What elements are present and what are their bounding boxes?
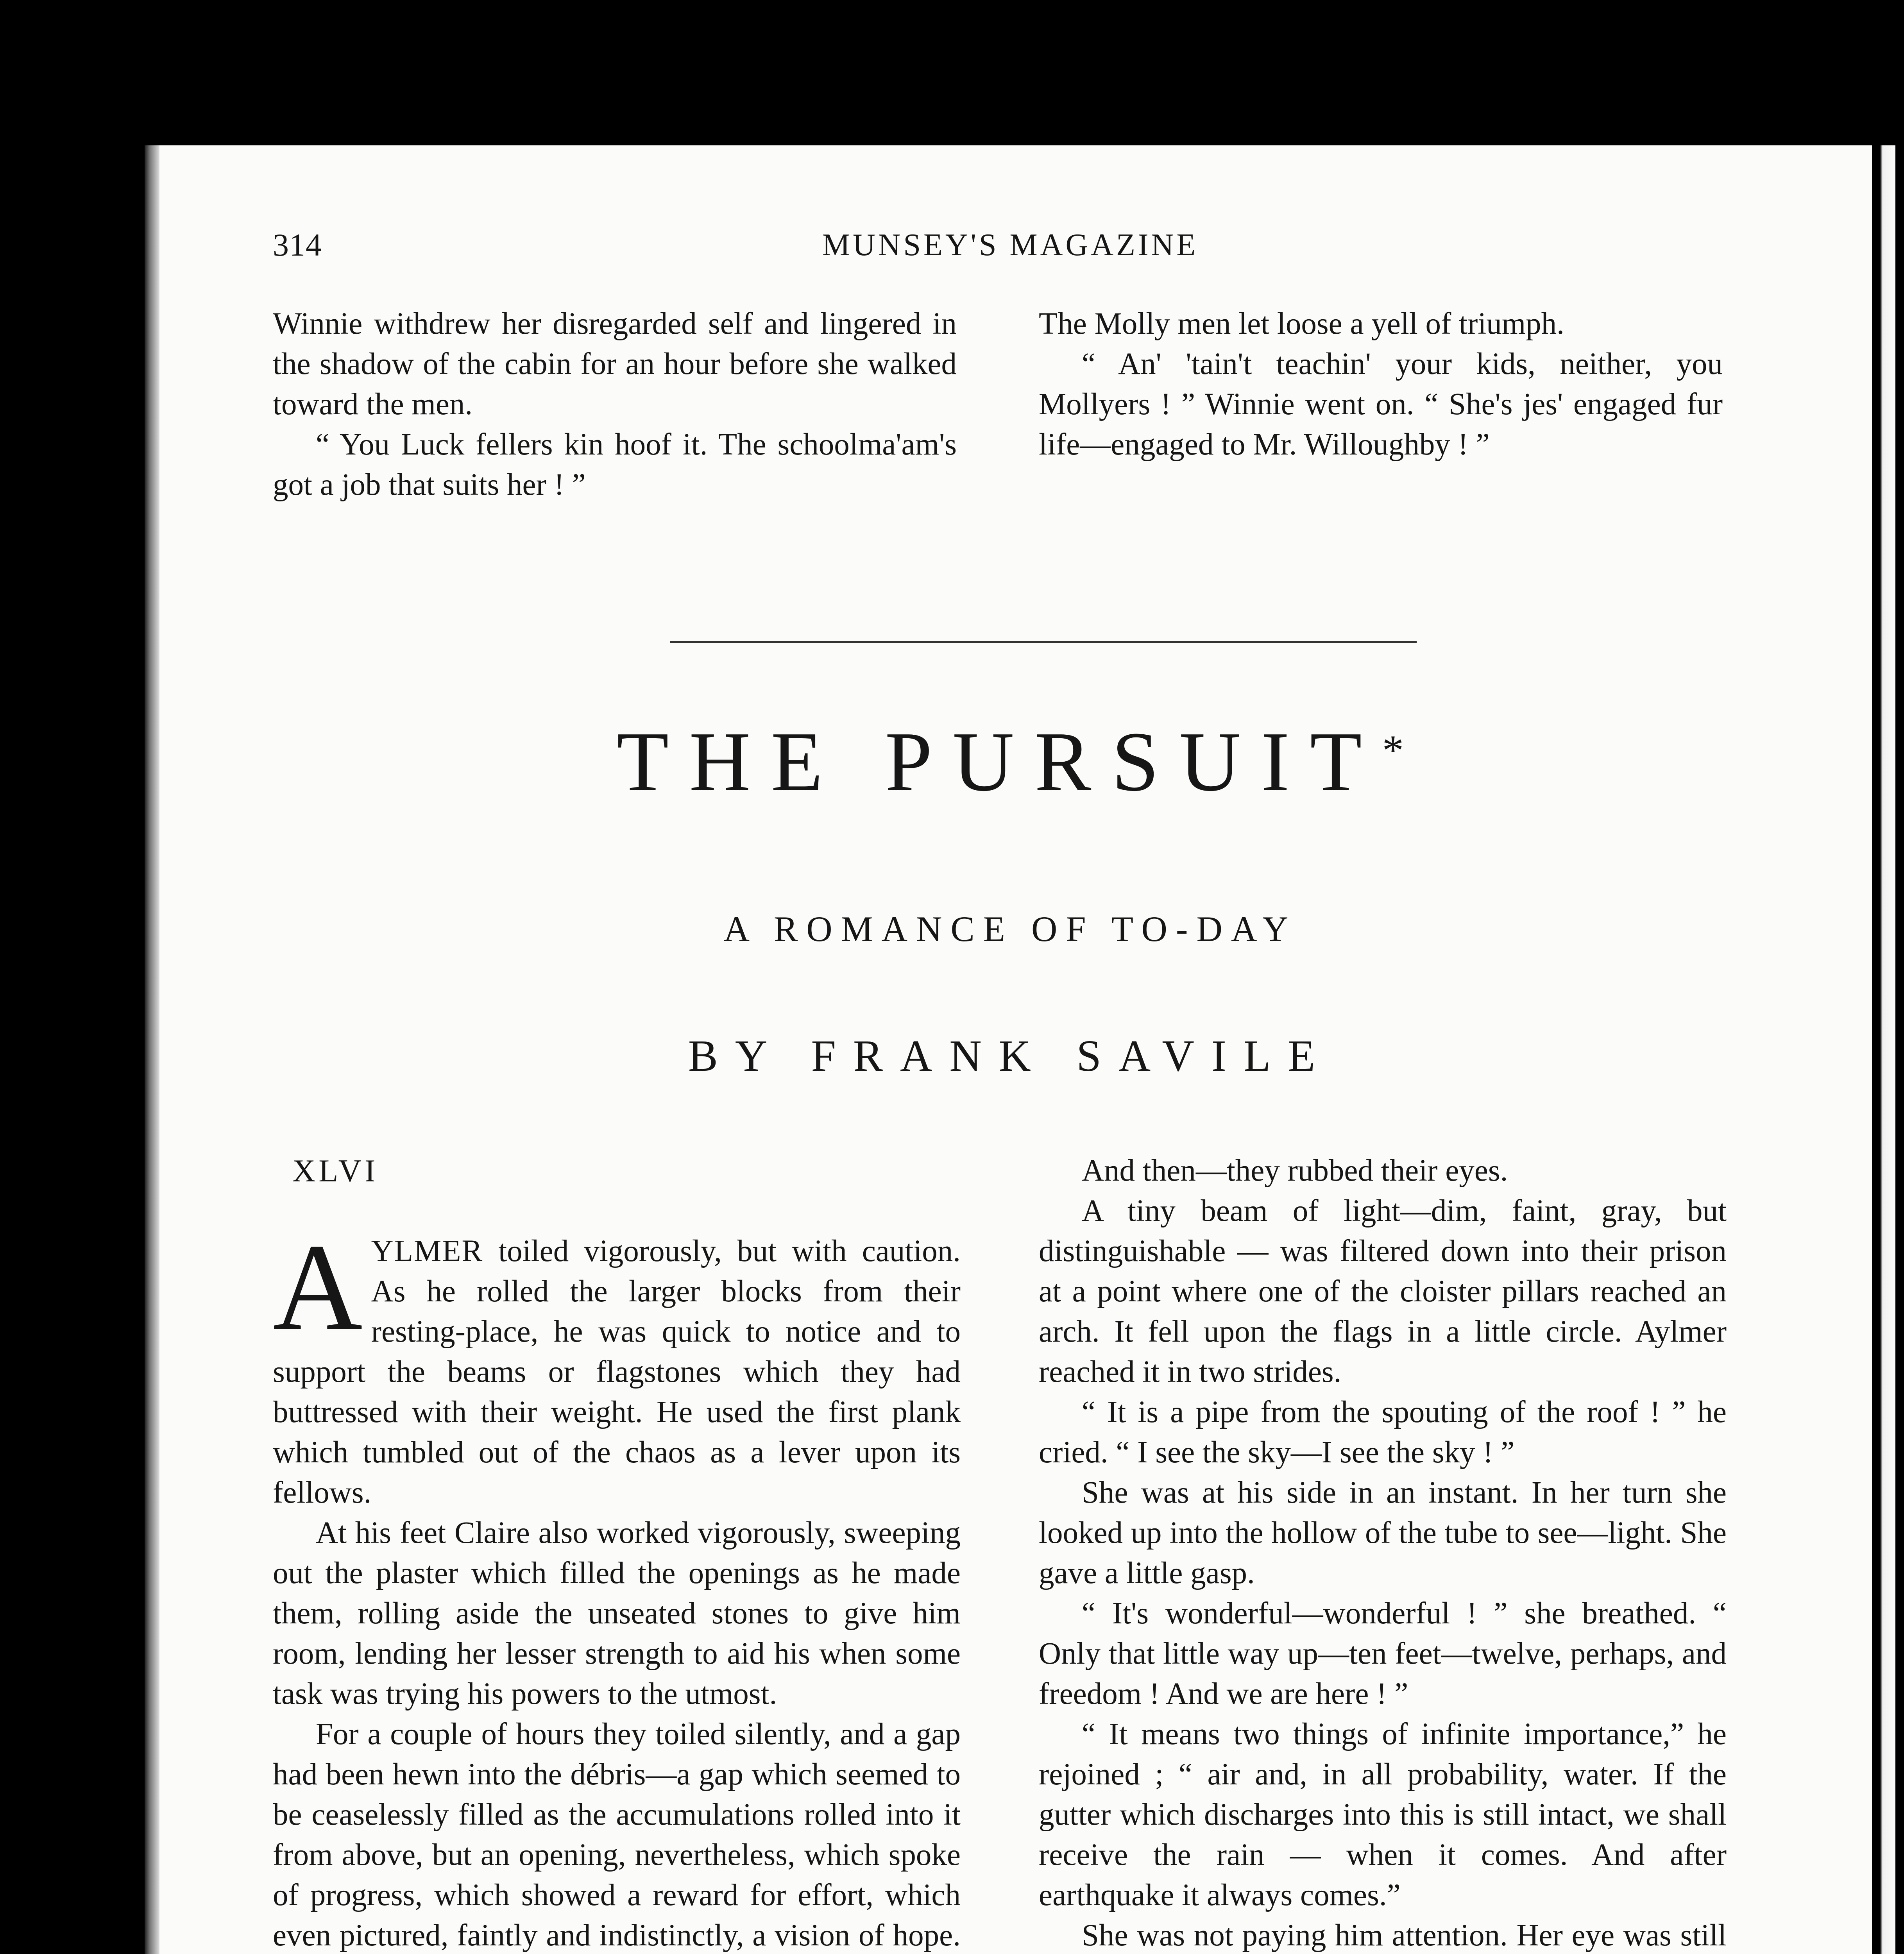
page-number: 314: [273, 227, 322, 263]
opening-word-rest: YLMER: [371, 1234, 483, 1268]
previous-story-left-column: [273, 304, 957, 505]
story-left-column: [273, 1151, 961, 1954]
paragraph: For a couple of hours they toiled silently, and a gap had been hewn into the débris—a gap which seemed to be ceaselessly filled as the accumulations rolled into it from above, but an opening, nevertheless, which spoke of progress, which showed a reward for effort, which even pictured, faintly and indistinctly, a vision of hope.: [273, 1717, 961, 1952]
paragraph: She was at his side in an instant. In her turn she looked up into the hollow of the tube to see—light. She gave a little gasp.: [1039, 1476, 1727, 1590]
paragraph: “ It means two things of infinite importance,” he rejoined ; “ air and, in all probability, water. If the gutter which discharges into this is still intact, we shall receive the rain — when it comes. And after earthquake it always comes.”: [1039, 1717, 1727, 1912]
paragraph: And then—they rubbed their eyes.: [1082, 1154, 1508, 1188]
drop-cap: A: [273, 1218, 363, 1356]
paragraph: “ It's wonderful—wonderful ! ” she breathed. “ Only that little way up—ten feet—twelve, perhaps, and freedom ! And we are here ! ”: [1039, 1596, 1727, 1711]
story-title: [145, 711, 1876, 813]
previous-story-right-column: [1039, 304, 1723, 465]
section-divider: [670, 641, 1417, 643]
paragraph: “ It is a pipe from the spouting of the roof ! ” he cried. “ I see the sky—I see the sky ! ”: [1039, 1395, 1727, 1469]
footnote-marker: *: [1382, 726, 1404, 774]
story-byline: BY FRANK SAVILE: [688, 1031, 1333, 1081]
paragraph: “ An' 'tain't teachin' your kids, neither, you Mollyers ! ” Winnie went on. “ She's jes' engaged fur life—engaged to Mr. Willoughby ! ”: [1039, 347, 1723, 462]
paragraph: “ You Luck fellers kin hoof it. The schoolma'am's got a job that suits her ! ”: [273, 428, 957, 502]
opening-paragraph: [273, 1218, 961, 1513]
story-title-text: THE PURSUIT: [617, 715, 1382, 809]
story-subtitle: A ROMANCE OF TO-DAY: [723, 909, 1297, 949]
magazine-page: [145, 145, 1876, 1954]
paragraph: A tiny beam of light—dim, faint, gray, but distinguishable — was filtered down into their prison at a point where one of the cloister pillars reached an arch. It fell upon the flags in a little circle. Aylmer reached it in two strides.: [1039, 1194, 1727, 1389]
paragraph: Winnie withdrew her disregarded self and lingered in the shadow of the cabin for an hour before she walked toward the men.: [273, 307, 957, 421]
opening-paragraph-text: toiled vigorously, but with caution. As he rolled the larger blocks from their resting-place, he was quick to notice and to support the beams or flagstones which they had buttressed with their weight. He used the first plank which tumbled out of the chaos as a lever upon its fellows.: [273, 1234, 961, 1510]
story-right-column: [1039, 1151, 1727, 1954]
chapter-number: XLVI: [292, 1153, 379, 1188]
facing-page-edge: [1872, 145, 1895, 1954]
running-head: [145, 224, 1876, 267]
magazine-title: MUNSEY'S MAGAZINE: [822, 228, 1199, 262]
paragraph: The Molly men let loose a yell of triumph.: [1039, 307, 1564, 341]
paragraph: At his feet Claire also worked vigorously, sweeping out the plaster which filled the openings as he made them, rolling aside the unseated stones to give him room, lending her lesser strength to aid his when some task was trying his powers to the utmost.: [273, 1516, 961, 1711]
paragraph: She was not paying him attention. Her eye was still: [1082, 1918, 1727, 1952]
